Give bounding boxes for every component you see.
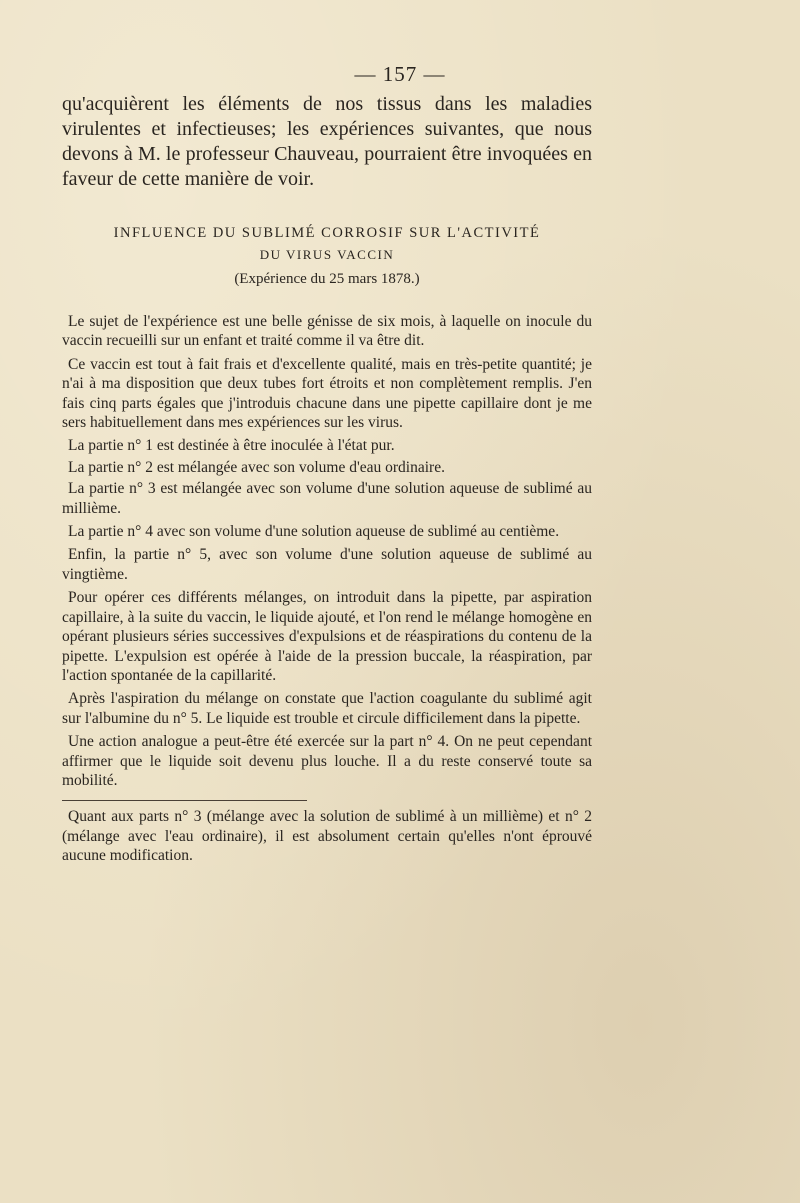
paragraph: Une action analogue a peut-être été exercée sur la part n° 4. On ne peut cependant affirmer que le liquide soit devenu plus louche. Il a du reste conservé toute sa mobilité. bbox=[62, 733, 592, 789]
paragraph: La partie n° 4 avec son volume d'une solution aqueuse de sublimé au centième. bbox=[68, 523, 560, 541]
experiment-date: (Expérience du 25 mars 1878.) bbox=[234, 271, 420, 287]
section-subheading: DU VIRUS VACCIN bbox=[259, 247, 395, 262]
page-number: — 157 — bbox=[354, 62, 446, 86]
intro-paragraph: qu'acquièrent les éléments de nos tissus dans les maladies virulentes et infectieuses; les expériences suivantes, que nous devons à M. le professeur Chauveau, pourraient être invoquées en faveur de cette manière de voir. bbox=[62, 93, 592, 190]
paragraph: Quant aux parts n° 3 (mélange avec la solution de sublimé à un millième) et n° 2 (mélange avec l'eau ordinaire), il est absolument certain qu'elles n'ont éprouvé aucune modification. bbox=[62, 808, 592, 865]
paragraph: Pour opérer ces différents mélanges, on introduit dans la pipette, par aspiration capillaire, à la suite du vaccin, le liquide ajouté, et l'on rend le mélange homogène en opérant plusieurs séries successives d'expulsions et de réaspirations du contenu de la pipette. L'expulsion est opérée à l'aide de la pression buccale, la réaspiration, par l'action spontanée de la capillarité. bbox=[62, 589, 592, 684]
paragraph: Le sujet de l'expérience est une belle génisse de six mois, à laquelle on inocule du vaccin recueilli sur un enfant et traité comme il va être dit. bbox=[62, 313, 592, 350]
paragraph: Après l'aspiration du mélange on constate que l'action coagulante du sublimé agit sur l'albumine du n° 5. Le liquide est trouble et circule difficilement dans la pipette. bbox=[62, 690, 592, 727]
paragraph: La partie n° 3 est mélangée avec son volume d'une solution aqueuse de sublimé au millième. bbox=[62, 480, 592, 517]
footnote-divider bbox=[62, 800, 307, 801]
paragraph: La partie n° 1 est destinée à être inoculée à l'état pur. bbox=[68, 437, 395, 455]
paragraph: Ce vaccin est tout à fait frais et d'excellente qualité, mais en très-petite quantité; je n'ai à ma disposition que deux tubes fort étroits et non complètement remplis. J'en fais cinq parts égales que j'introduis chacune dans une pipette capillaire dont je me sers habituellement dans mes expériences sur les virus. bbox=[62, 355, 592, 432]
body-text bbox=[62, 92, 592, 868]
section-heading: INFLUENCE DU SUBLIMÉ CORROSIF SUR L'ACTIVITÉ bbox=[113, 225, 541, 241]
paragraph: La partie n° 2 est mélangée avec son volume d'eau ordinaire. bbox=[68, 458, 445, 476]
paragraph: Enfin, la partie n° 5, avec son volume d'une solution aqueuse de sublimé au vingtième. bbox=[62, 546, 592, 583]
